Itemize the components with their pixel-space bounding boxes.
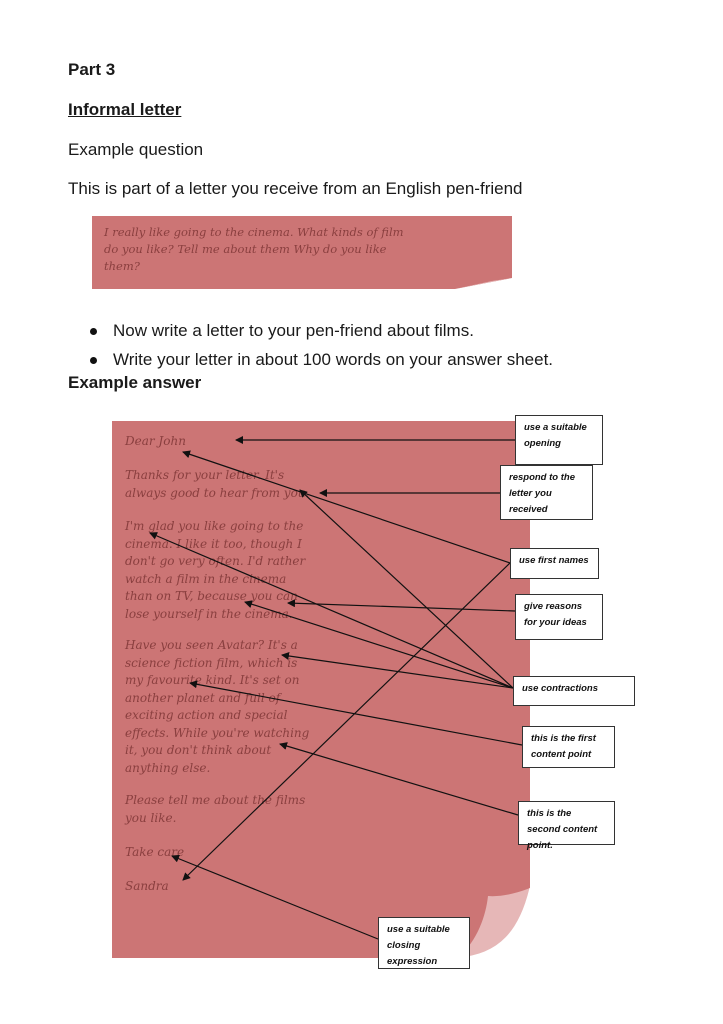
- answer-label: Example answer: [68, 373, 202, 392]
- annotation-first-names: use first names: [510, 548, 599, 579]
- arrow-contractions-1: [300, 490, 513, 688]
- part-heading: Part 3: [68, 60, 116, 79]
- arrow-first-names-sandra: [183, 563, 510, 880]
- arrow-contractions-4: [282, 655, 513, 688]
- letter-paragraph-1: Thanks for your letter. It's always good to hear from you.: [125, 468, 310, 500]
- annotation-respond: respond to the letter you received: [500, 465, 593, 520]
- arrow-contractions-3: [245, 602, 513, 688]
- letter-paragraph-2: I'm glad you like going to the cinema. I like it too, though I don't go very often. I'd rather watch a film in the cinema than on TV, because you can lose yourself in the cinema.: [125, 519, 306, 621]
- letter-closing: Take care: [125, 845, 185, 859]
- arrow-contractions-2: [150, 533, 513, 688]
- question-intro: This is part of a letter you receive from an English pen-friend: [68, 179, 523, 198]
- letter-paragraph-3: Have you seen Avatar? It's a science fiction film, which is my favourite kind. It's set on another planet and full of exciting action and special effects. While you're watching it, you don't think about anything else.: [125, 638, 310, 775]
- annotation-first-point: this is the first content point: [522, 726, 615, 768]
- instruction-item: Write your letter in about 100 words on your answer sheet.: [88, 345, 553, 374]
- annotation-opening: use a suitable opening: [515, 415, 603, 465]
- arrow-closing: [172, 856, 378, 939]
- letter-paragraph-4: Please tell me about the films you like.: [125, 793, 306, 825]
- arrow-first-names-john: [183, 452, 510, 563]
- quote-text: I really like going to the cinema. What kinds of film do you like? Tell me about them Why do you like them?: [104, 225, 404, 273]
- annotation-reasons: give reasons for your ideas: [515, 594, 603, 640]
- annotation-contractions: use contractions: [513, 676, 635, 706]
- section-title: Informal letter: [68, 100, 182, 119]
- instruction-item: Now write a letter to your pen-friend about films.: [88, 316, 553, 345]
- annotation-second-point: this is the second content point.: [518, 801, 615, 845]
- letter-signature: Sandra: [125, 879, 169, 893]
- question-label: Example question: [68, 140, 204, 159]
- letter-greeting: Dear John: [125, 434, 186, 448]
- arrow-first-point: [190, 683, 522, 745]
- annotation-closing: use a suitable closing expression: [378, 917, 470, 969]
- arrow-second-point: [280, 744, 518, 815]
